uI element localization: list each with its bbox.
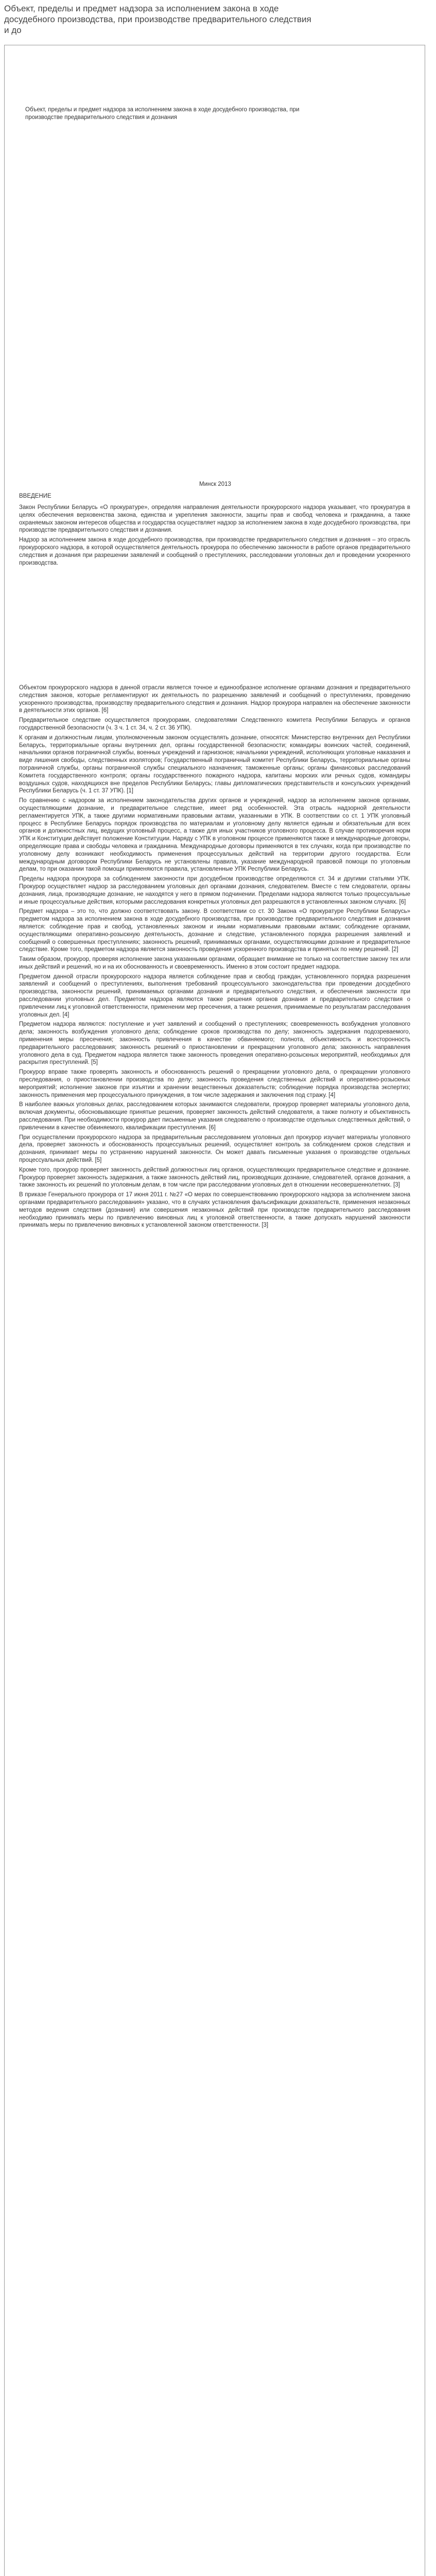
header-band — [20, 45, 410, 164]
page-title: Объект, пределы и предмет надзора за исполнением закона в ходе досудебного производства, при производстве предварительного следствия и до — [4, 4, 311, 35]
main-paragraph: Пределы надзора прокурора за соблюдением законности при досудебном производстве определяются ст. 34 и другими статьями УПК. Прокурор осуществляет надзор за расследованием уголовных дел органами дознания, следователем. Вместе с тем следователи, органы дознания, лица, производящие дознание, не находятся у него в прямом подчинении. Пределами надзора являются только процессуальные и иные процессуальные действия, которыми расследования конкретных уголовных дел разрешаются в установленных законом случаях. [6] — [19, 876, 410, 905]
main-section — [19, 684, 410, 1231]
main-paragraph: В наиболее важных уголовных делах, расследованием которых занимаются следователи, прокурор проверяет материалы уголовного дела, включая документы, обосновывающие принятые решения, проверяет законность действий следователя, а также полноту и объективность расследования. При необходимости прокурор дает письменные указания следователю о производстве отдельных следственных действий, о привлечении в качестве обвиняемого, квалификации преступления. [6] — [19, 1101, 410, 1131]
main-paragraph: При осуществлении прокурорского надзора за предварительным расследованием уголовных дел прокурор изучает материалы уголовного дела, проверяет законность и обоснованность процессуальных решений, осуществляет контроль за соблюдением сроков следствия и дознания, принимает меры по устранению нарушений законности. Он может давать письменные указания о производстве отдельных процессуальных действий. [5] — [19, 1134, 410, 1164]
document-frame — [4, 45, 425, 2576]
intro-section — [19, 504, 410, 569]
main-paragraph: Прокурор вправе также проверять законность и обоснованность решений о прекращении уголовного дела, о прекращении уголовного преследования, о приостановлении производства по делу; законность проведения следственных действий и оперативно-розыскных мероприятий; исполнение законов при изъятии и хранении вещественных доказательств; соблюдение порядка производства экспертиз; законность применения мер процессуального принуждения, в том числе задержания и заключения под стражу. [4] — [19, 1069, 410, 1098]
main-paragraph: К органам и должностным лицам, уполномоченным законом осуществлять дознание, относятся: Министерство внутренних дел Республики Беларусь, территориальные органы внутренних дел, органы государственной безопасности; командиры воинских частей, соединений, начальники органов пограничной службы, военных учреждений и гарнизонов; начальники учреждений, исполняющих уголовные наказания и виде лишения свободы, следственных изоляторов; Государственный пограничный комитет Республики Беларусь, территориальные органы пограничной службы, органы пограничной службы специального назначения; таможенные органы; органы финансовых расследований Комитета государственного контроля; органы государственного пожарного надзора, капитаны морских или речных судов, командиры воздушных судов, находящихся вне пределов Республики Беларусь; главы дипломатических представительств и консульских учреждений Республики Беларусь (ч. 1 ст. 37 УПК). [1] — [19, 734, 410, 794]
main-paragraph: В приказе Генерального прокурора от 17 июня 2011 г. №27 «О мерах по совершенствованию прокурорского надзора за исполнением закона органами предварительного расследования» указано, что в случаях установления фальсификации доказательств, применения незаконных методов ведения следствия (дознания) или совершения незаконных действий при производстве предварительного расследования необходимо принимать меры по привлечению виновных лиц к уголовной ответственности, а также допускать нарушений законности принимать меры по привлечению виновных к установленной законом ответственности. [3] — [19, 1192, 410, 1229]
main-paragraph: По сравнению с надзором за исполнением законодательства других органов и учреждений, надзор за исполнением законов органами, осуществляющими дознание, и предварительное следствие, имеет ряд особенностей. Эта отрасль надзорной деятельности регламентируется УПК, а также другими нормативными правовыми актами, указанными в УПК. В соответствии со ст. 1 УПК уголовный процесс в Республике Беларусь порядок производства по материалам и уголовному делу является единым и обязательным для всех органов и должностных лиц, ведущих уголовный процесс, а также для иных участников уголовного процесса. В случае противоречия норм УПК и Конституции действует положение Конституции. Наряду с УПК в уголовном процессе применяются также и международные договоры, определяющие права и свободы человека и гражданина. Международные договоры применяются в тех случаях, когда при производстве по уголовному делу возникают необходимость применения процессуальных действий на территории другого государства. Если международным договором Республики Беларусь не установлены правила, указание международной правовой помощи по уголовным делам, то при оказании такой помощи применяются правила, установленные УПК Республики Беларусь. — [19, 798, 410, 873]
main-paragraph: Кроме того, прокурор проверяет законность действий должностных лиц органов, осуществляющих предварительное следствие и дознание. Прокурор проверяет законность задержания, а также законность действий лиц, производящих дознание, следователей, органов дознания, а также законность их решений по уголовным делам, в том числе при расследовании уголовных дел в отношении несовершеннолетних. [3] — [19, 1166, 410, 1189]
main-paragraph: Предмет надзора – это то, что должно соответствовать закону. В соответствии со ст. 30 Закона «О прокуратуре Республики Беларусь» предметом надзора за исполнением закона в ходе досудебного производства, при производстве предварительного следствия и дознания является: соблюдение прав и свобод, установленных законом и иными нормативными правовыми актами; соблюдение органами, осуществляющими оперативно-розыскную деятельность, дознание и следствие, установленного порядка разрешения заявлений и сообщений о совершенных преступлениях; законность решений, принимаемых органами, осуществляющими дознание и предварительное следствие. Кроме того, предметом надзора является законность проведения ускоренного производства и принятых по нему решений. [2] — [19, 908, 410, 953]
intro-heading: ВВЕДЕНИЕ — [19, 493, 51, 499]
main-paragraph: Предметом надзора являются: поступление и учет заявлений и сообщений о преступлениях; своевременность возбуждения уголовного дела; законность возбуждения уголовного дела; соблюдение сроков производства по делу; законность задержания подозреваемого, применения меры пресечения; законность привлечения в качестве обвиняемого; полнота, объективность и всесторонность предварительного расследования; законность решений о приостановлении и прекращении уголовного дела; законность направления уголовного дела в суд. Предметом надзора является также законность проведения оперативно-розыскных мероприятий, необходимых для раскрытия преступлений. [5] — [19, 1021, 410, 1066]
main-paragraph: Таким образом, прокурор, проверяя исполнение закона указанными органами, обращает внимание не только на соответствие закону тех или иных действий и решений, но и на их обоснованность и своевременность. Именно в этом состоит предмет надзора. — [19, 956, 410, 970]
document-header: Объект, пределы и предмет надзора за исполнением закона в ходе досудебного производства, при производстве предварительного следствия и дознания — [25, 107, 300, 121]
main-paragraph: Предварительное следствие осуществляется прокурорами, следователями Следственного комитета Республики Беларусь и органов государственной безопасности (ч. 3 ч. 1 ст. 34, ч. 2 ст. 36 УПК). — [19, 717, 410, 731]
intro-paragraph: Надзор за исполнением закона в ходе досудебного производства, при производстве предварительного следствия и дознания – это отрасль прокурорского надзора, в которой осуществляется деятельность прокурора по обеспечению законности в работе органов предварительного следствия и дознания при разрешении заявлений и сообщений о преступлениях, расследовании уголовных дел и проведении ускоренного производства. — [19, 537, 410, 566]
main-paragraph: Объектом прокурорского надзора в данной отрасли является точное и единообразное исполнение органами дознания и предварительного следствия законов, которые регламентируют их деятельность по разрешению заявлений и сообщений о преступлениях, проведению ускоренного производства, производству предварительного следствия и дознания. Надзор прокурора направлен на обеспечение законности в деятельности этих органов. [6] — [19, 685, 410, 714]
main-paragraph: Предметом данной отрасли прокурорского надзора является соблюдение прав и свобод граждан, установленного порядка разрешения заявлений и сообщений о преступлениях, выполнения требований процессуального законодательства при проведении досудебного производства, законности решений, принимаемых органами дознания и предварительного следствия, и обеспечения законности при расследовании уголовных дел. Предметом надзора являются также решения органов дознания и предварительного следствия о привлечении лиц к уголовной ответственности, применении мер пресечения, а также решения, принимаемые по результатам расследования уголовных дел. [4] — [19, 973, 410, 1018]
intro-paragraph: Закон Республики Беларусь «О прокуратуре», определяя направления деятельности прокурорского надзора указывает, что прокуратура в целях обеспечения верховенства закона, единства и укрепления законности, защиты прав и свобод человека и гражданина, а также охраняемых законом интересов общества и государства осуществляет надзор за исполнением закона в ходе досудебного производства, при производстве предварительного следствия и дознания. — [19, 504, 410, 534]
place-year: Минск 2013 — [199, 481, 231, 487]
